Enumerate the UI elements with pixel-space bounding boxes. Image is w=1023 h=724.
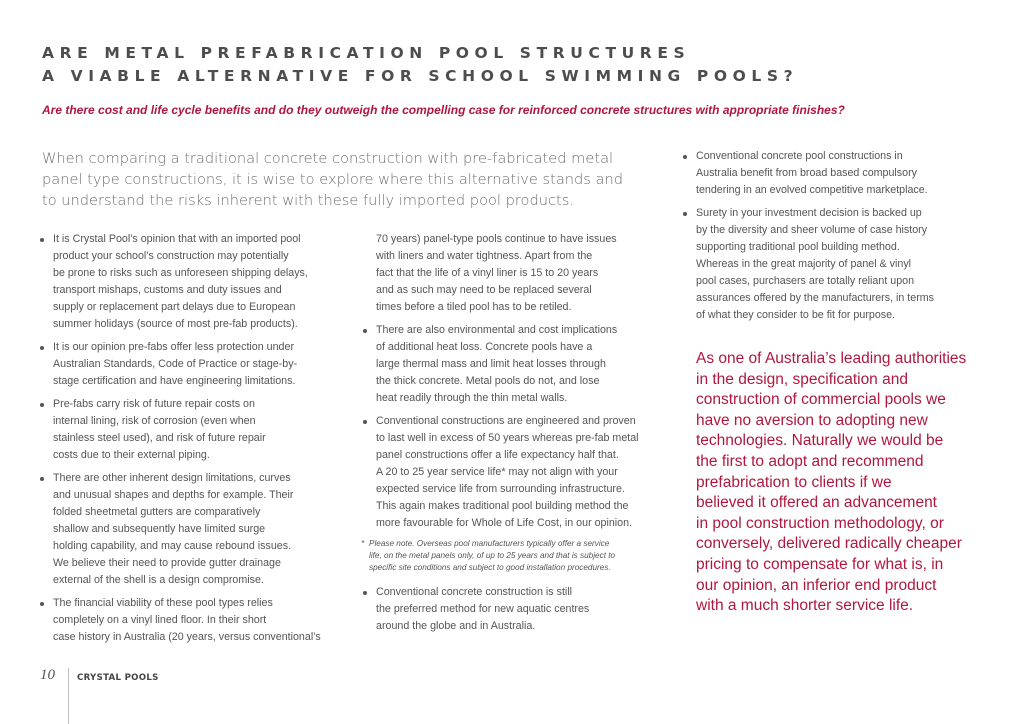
page-subtitle: Are there cost and life cycle benefits and do they outweigh the compelling case for reinforced concrete structures with appropriate finishes? xyxy=(42,103,845,117)
text-line: Conventional concrete pool constructions in xyxy=(696,150,903,162)
text-line: fact that the life of a vinyl liner is 15 to 20 years xyxy=(376,267,599,279)
text-line: and as such may need to be replaced several xyxy=(376,284,592,296)
text-line: heat readily through the thin metal walls. xyxy=(376,392,568,404)
intro-line: When comparing a traditional concrete construction with pre-fabricated metal xyxy=(42,150,614,167)
text-line: We believe their need to provide gutter drainage xyxy=(53,557,281,569)
text-line: large thermal mass and limit heat losses through xyxy=(376,358,606,370)
list-item xyxy=(38,595,338,646)
text-line: It is Crystal Pool’s opinion that with an imported pool xyxy=(53,233,301,245)
quote-line: have no aversion to adopting new xyxy=(696,411,928,429)
text-line: Australia benefit from broad based compulsory xyxy=(696,167,917,179)
text-line: Conventional concrete construction is still xyxy=(376,586,573,598)
list-item xyxy=(38,396,338,464)
text-line: transport mishaps, customs and duty issues and xyxy=(53,284,282,296)
list-item xyxy=(681,205,971,324)
column-3 xyxy=(681,148,971,330)
text-line: expected service life from surrounding infrastructure. xyxy=(376,483,625,495)
list-item xyxy=(38,231,338,333)
text-line: internal lining, risk of corrosion (even when xyxy=(53,415,256,427)
text-line: A 20 to 25 year service life* may not align with your xyxy=(376,466,618,478)
list-item xyxy=(361,584,661,635)
text-line: times before a tiled pool has to be retiled. xyxy=(376,301,572,313)
text-line: There are also environmental and cost implications xyxy=(376,324,618,336)
quote-line: pricing to compensate for what is, in xyxy=(696,555,944,573)
title-line-1: ARE METAL PREFABRICATION POOL STRUCTURES xyxy=(42,44,691,62)
footnote-line: life, on the metal panels only, of up to 25 years and that is subject to xyxy=(369,551,616,560)
text-line: to last well in excess of 50 years whereas pre-fab metal xyxy=(376,432,639,444)
text-line: stage certification and have engineering limitations. xyxy=(53,375,296,387)
text-line: tendering in an evolved competitive marketplace. xyxy=(696,184,928,196)
text-line: the preferred method for new aquatic centres xyxy=(376,603,590,615)
text-line: and unusual shapes and depths for example. Their xyxy=(53,489,294,501)
page-number: 10 xyxy=(40,667,55,683)
footnote-marker: * xyxy=(361,539,365,548)
list-item-continuation xyxy=(361,231,661,316)
bullet-list xyxy=(681,148,971,324)
text-line: be prone to risks such as unforeseen shipping delays, xyxy=(53,267,308,279)
brand-name: CRYSTAL POOLS xyxy=(77,673,159,683)
text-line: Pre-fabs carry risk of future repair costs on xyxy=(53,398,255,410)
text-line: stainless steel used), and risk of future repair xyxy=(53,432,266,444)
list-item xyxy=(681,148,971,199)
text-line: pool cases, purchasers are totally reliant upon xyxy=(696,275,915,287)
quote-line: technologies. Naturally we would be xyxy=(696,432,944,450)
intro-line: to understand the risks inherent with these fully imported pool products. xyxy=(42,192,574,209)
text-line: Conventional constructions are engineered and proven xyxy=(376,415,636,427)
pull-quote xyxy=(696,349,996,617)
text-line: It is our opinion pre-fabs offer less protection under xyxy=(53,341,295,353)
footer-divider xyxy=(68,668,69,724)
quote-line: the first to adopt and recommend xyxy=(696,452,924,470)
text-line: more favourable for Whole of Life Cost, in our opinion. xyxy=(376,517,633,529)
quote-line: with a much shorter service life. xyxy=(696,597,914,615)
text-line: The financial viability of these pool types relies xyxy=(53,597,273,609)
bullet-list xyxy=(38,231,338,646)
quote-line: prefabrication to clients if we xyxy=(696,473,892,491)
text-line: folded sheetmetal gutters are comparatively xyxy=(53,506,261,518)
list-item xyxy=(38,339,338,390)
intro-line: panel type constructions, it is wise to explore where this alternative stands and xyxy=(42,171,623,188)
text-line: case history in Australia (20 years, versus conventional’s xyxy=(53,631,321,643)
list-item xyxy=(361,322,661,407)
bullet-list xyxy=(361,584,661,635)
text-line: with liners and water tightness. Apart from the xyxy=(376,250,593,262)
text-line: supporting traditional pool building method. xyxy=(696,241,900,253)
quote-line: construction of commercial pools we xyxy=(696,391,946,409)
list-item xyxy=(361,413,661,532)
footnote-line: specific site conditions and subject to good installation procedures. xyxy=(369,563,611,572)
text-line: panel constructions offer a life expectancy half that. xyxy=(376,449,619,461)
footnote-line: Please note. Overseas pool manufacturers typically offer a service xyxy=(369,539,610,548)
text-line: There are other inherent design limitations, curves xyxy=(53,472,291,484)
text-line: of additional heat loss. Concrete pools have a xyxy=(376,341,593,353)
text-line: shallow and subsequently have limited surge xyxy=(53,523,266,535)
text-line: product your school’s construction may potentially xyxy=(53,250,289,262)
text-line: holding capability, and may cause rebound issues. xyxy=(53,540,292,552)
text-line: by the diversity and sheer volume of case history xyxy=(696,224,928,236)
text-line: completely on a vinyl lined floor. In their short xyxy=(53,614,267,626)
text-line: costs due to their external piping. xyxy=(53,449,210,461)
text-line: summer holidays (source of most pre-fab products). xyxy=(53,318,298,330)
text-line: This again makes traditional pool building method the xyxy=(376,500,629,512)
text-line: Surety in your investment decision is backed up xyxy=(696,207,922,219)
list-item xyxy=(38,470,338,589)
text-line: assurances offered by the manufacturers, in terms xyxy=(696,292,935,304)
quote-line: our opinion, an inferior end product xyxy=(696,576,937,594)
quote-line: believed it offered an advancement xyxy=(696,494,937,512)
title-line-2: A VIABLE ALTERNATIVE FOR SCHOOL SWIMMING POOLS? xyxy=(42,67,799,85)
footnote xyxy=(361,538,661,574)
intro-paragraph xyxy=(42,148,623,211)
text-line: Whereas in the great majority of panel & vinyl xyxy=(696,258,912,270)
column-2 xyxy=(361,231,661,641)
quote-line: conversely, delivered radically cheaper xyxy=(696,535,962,553)
quote-line: in pool construction methodology, or xyxy=(696,514,944,532)
column-1 xyxy=(38,231,338,652)
quote-line: in the design, specification and xyxy=(696,370,908,388)
page-title xyxy=(42,42,1002,88)
text-line: Australian Standards, Code of Practice or stage-by- xyxy=(53,358,298,370)
quote-line: As one of Australia’s leading authorities xyxy=(696,350,967,367)
text-line: external of the shell is a design compromise. xyxy=(53,574,264,586)
text-line: of what they consider to be fit for purpose. xyxy=(696,309,896,321)
text-line: around the globe and in Australia. xyxy=(376,620,536,632)
bullet-list xyxy=(361,231,661,532)
text-line: the thick concrete. Metal pools do not, and lose xyxy=(376,375,600,387)
text-line: supply or replacement part delays due to European xyxy=(53,301,296,313)
text-line: 70 years) panel-type pools continue to have issues xyxy=(376,233,617,245)
